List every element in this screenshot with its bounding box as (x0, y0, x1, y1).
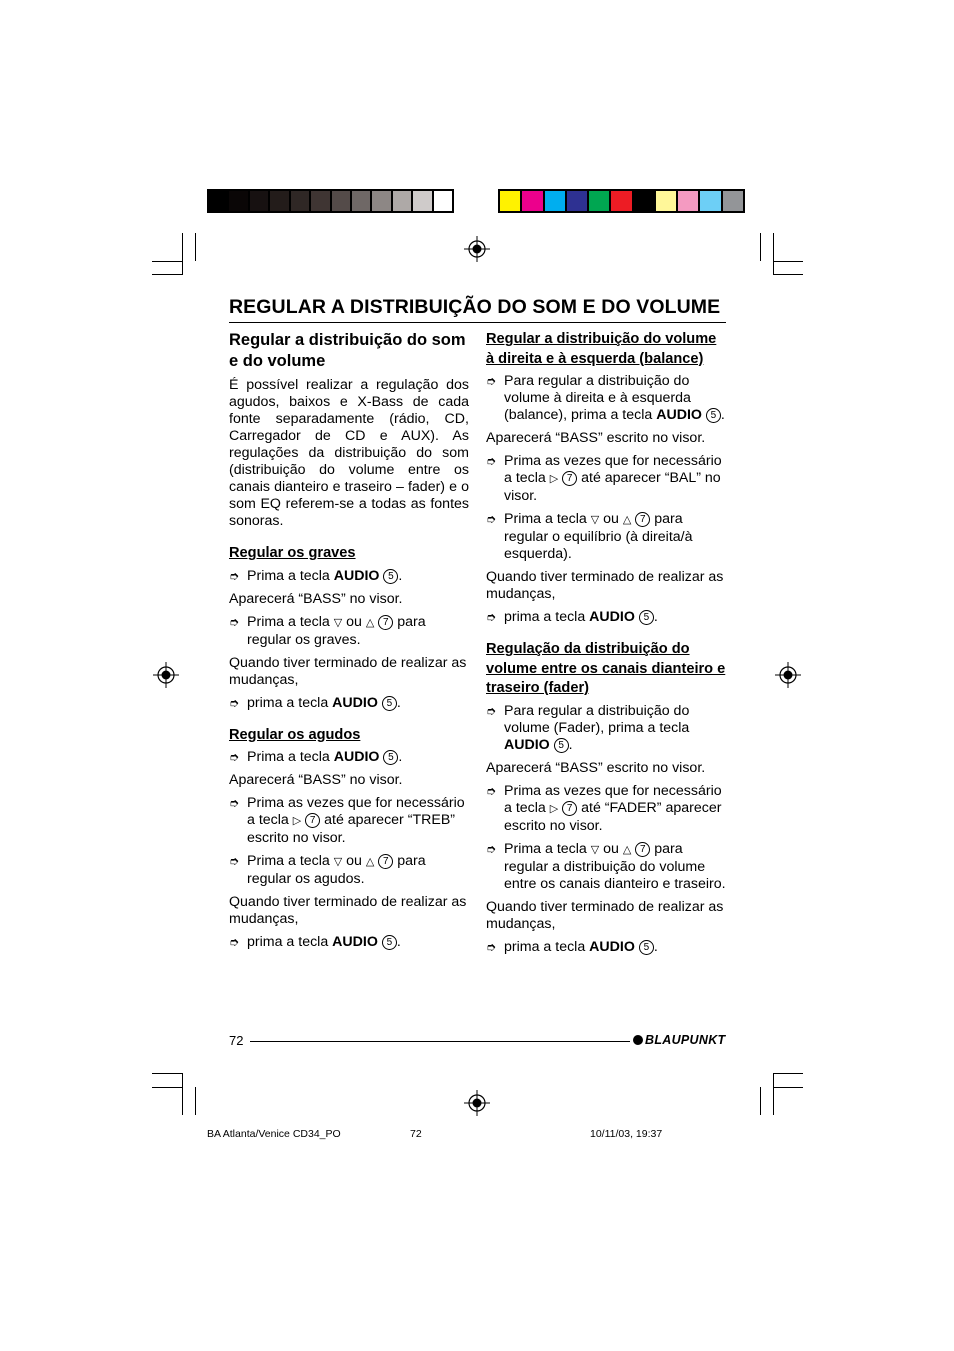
color-swatch (434, 191, 452, 211)
arrow-icon: ➮ (486, 512, 497, 526)
arrow-icon: ➮ (229, 854, 240, 868)
color-swatch (723, 191, 743, 211)
crop-mark (773, 1087, 803, 1088)
crop-mark (773, 1073, 803, 1074)
crop-mark (152, 1087, 182, 1088)
key-5-icon: 5 (383, 750, 398, 765)
arrow-icon: ➮ (229, 614, 240, 629)
color-swatch (522, 191, 544, 211)
key-5-icon: 5 (554, 738, 569, 753)
key-5-icon: 5 (382, 696, 397, 711)
crop-mark (773, 233, 774, 275)
grayscale-bar (207, 189, 454, 213)
crop-mark (195, 1087, 196, 1115)
list-item: ➮ Prima a tecla ▽ ou △ 7 para regular a distribuição do volume entre os canais dianteiro e traseiro. (486, 840, 726, 892)
arrow-icon: ➮ (486, 454, 497, 468)
color-swatch (700, 191, 722, 211)
file-page: 72 (410, 1128, 422, 1140)
list-item: ➮ Prima a tecla AUDIO 5 . (229, 567, 403, 584)
color-swatch (229, 191, 249, 211)
key-7-icon: 7 (378, 854, 393, 869)
color-swatch (372, 191, 392, 211)
color-swatch (589, 191, 611, 211)
triangle-down-icon: ▽ (333, 616, 343, 629)
color-bar (498, 189, 745, 213)
list-item: ➮ prima a tecla AUDIO 5 . (486, 938, 658, 955)
color-swatch (545, 191, 567, 211)
crop-mark (773, 1073, 774, 1115)
arrow-icon: ➮ (229, 796, 240, 810)
triangle-up-icon: △ (365, 856, 375, 868)
list-item: ➮ Para regular a distribuição do volume (Fader), prima a tecla AUDIO 5 . (486, 702, 690, 753)
color-swatch (332, 191, 352, 211)
list-item: ➮ Prima a tecla ▽ ou △ 7 para regular os graves. (229, 613, 426, 648)
arrow-icon: ➮ (486, 703, 497, 718)
triangle-right-icon: ▷ (292, 815, 302, 827)
subheading-graves: Regular os graves (229, 545, 356, 561)
registration-mark-icon (464, 236, 490, 262)
paragraph: Aparecerá “BASS” no visor. (229, 772, 403, 788)
list-item: ➮ Prima a tecla AUDIO 5 . (229, 749, 403, 765)
paragraph: Aparecerá “BASS” no visor. (229, 590, 403, 607)
list-item: ➮ Prima a tecla ▽ ou △ 7 para regular o equilíbrio (à direita/à esquerda). (486, 511, 693, 562)
key-7-icon: 7 (635, 842, 650, 857)
arrow-icon: ➮ (229, 568, 240, 583)
key-5-icon: 5 (706, 408, 721, 423)
color-swatch (393, 191, 413, 211)
triangle-down-icon: ▽ (590, 843, 600, 856)
crop-mark (152, 1073, 182, 1074)
file-name: BA Atlanta/Venice CD34_PO (207, 1128, 341, 1140)
arrow-icon: ➮ (486, 374, 497, 388)
paragraph: Quando tiver terminado de realizar as mudanças, (229, 654, 467, 688)
crop-mark (760, 233, 761, 261)
list-item: ➮ Para regular a distribuição do volume à direita e à esquerda (balance), prima a tecla AUDIO 5 . (486, 373, 725, 423)
arrow-icon: ➮ (229, 695, 240, 710)
arrow-icon: ➮ (229, 935, 240, 949)
color-swatch (250, 191, 270, 211)
triangle-down-icon: ▽ (590, 514, 600, 526)
key-7-icon: 7 (562, 801, 577, 816)
section-heading: Regular a distribuição do som e do volume (229, 331, 466, 370)
color-swatch (634, 191, 656, 211)
key-7-icon: 7 (305, 813, 320, 828)
color-swatch (413, 191, 433, 211)
color-swatch (311, 191, 331, 211)
brand-logo: BLAUPUNKT (633, 1033, 725, 1047)
color-swatch (291, 191, 311, 211)
triangle-down-icon: ▽ (333, 856, 343, 868)
paragraph: Quando tiver terminado de realizar as mudanças, (486, 569, 724, 602)
crop-mark (773, 274, 803, 275)
crop-mark (773, 261, 803, 262)
list-item: ➮ prima a tecla AUDIO 5 . (229, 934, 401, 950)
crop-mark (152, 274, 182, 275)
page-title: REGULAR A DISTRIBUIÇÃO DO SOM E DO VOLUME (229, 296, 726, 323)
arrow-icon: ➮ (486, 841, 497, 856)
color-swatch (611, 191, 633, 211)
list-item: ➮ Prima as vezes que for necessário a tecla ▷ 7 até “FADER” aparecer escrito no visor. (486, 782, 722, 834)
color-swatch (656, 191, 678, 211)
key-5-icon: 5 (382, 935, 397, 950)
crop-mark (152, 261, 182, 262)
key-5-icon: 5 (639, 610, 654, 625)
crop-mark (195, 233, 196, 261)
paragraph: Quando tiver terminado de realizar as mudanças, (229, 894, 467, 927)
subheading-balance: Regular a distribuição do volume à direita e à esquerda (balance) (486, 331, 717, 367)
paragraph: Quando tiver terminado de realizar as mudanças, (486, 898, 724, 932)
triangle-up-icon: △ (622, 843, 632, 856)
color-swatch (678, 191, 700, 211)
color-swatch (352, 191, 372, 211)
list-item: ➮ Prima as vezes que for necessário a tecla ▷ 7 até aparecer “BAL” no visor. (486, 453, 722, 504)
page-number: 72 (229, 1033, 244, 1048)
list-item: ➮ prima a tecla AUDIO 5 . (486, 609, 658, 625)
registration-mark-icon (775, 662, 801, 688)
triangle-right-icon: ▷ (549, 802, 559, 815)
crop-mark (760, 1087, 761, 1115)
paragraph: Aparecerá “BASS” escrito no visor. (486, 759, 706, 776)
column-right (486, 330, 726, 962)
color-swatch (567, 191, 589, 211)
key-5-icon: 5 (383, 569, 398, 584)
intro-paragraph: É possível realizar a regulação dos agudos, baixos e X-Bass de cada fonte separadamente (rádio, CD, Carregador de CD e AUX). As regulações da distribuição do som (distribuição do volume entre os canais dianteiro e traseiro – fader) e o som EQ referem-se a todas as fontes sonoras. (229, 377, 469, 529)
arrow-icon: ➮ (486, 939, 497, 954)
registration-mark-icon (153, 662, 179, 688)
timestamp: 10/11/03, 19:37 (590, 1128, 663, 1140)
key-7-icon: 7 (378, 615, 393, 630)
crop-mark (182, 233, 183, 275)
key-5-icon: 5 (639, 940, 654, 955)
list-item: ➮ Prima as vezes que for necessário a tecla ▷ 7 até aparecer “TREB” escrito no visor. (229, 795, 465, 846)
list-item: ➮ prima a tecla AUDIO 5 . (229, 694, 401, 711)
registration-mark-icon (464, 1090, 490, 1116)
color-swatch (270, 191, 290, 211)
arrow-icon: ➮ (486, 783, 497, 798)
triangle-up-icon: △ (365, 616, 375, 629)
logo-dot-icon (633, 1035, 643, 1045)
arrow-icon: ➮ (486, 610, 497, 624)
footer-rule (250, 1041, 630, 1042)
subheading-fader: Regulação da distribuição do volume entre os canais dianteiro e traseiro (fader) (486, 641, 726, 696)
crop-mark (182, 1073, 183, 1115)
arrow-icon: ➮ (229, 750, 240, 764)
paragraph: Aparecerá “BASS” escrito no visor. (486, 430, 706, 446)
key-7-icon: 7 (562, 471, 577, 486)
key-7-icon: 7 (635, 512, 650, 527)
column-left (229, 330, 469, 957)
triangle-up-icon: △ (622, 514, 632, 526)
list-item: ➮ Prima a tecla ▽ ou △ 7 para regular os agudos. (229, 853, 426, 887)
color-swatch (500, 191, 522, 211)
triangle-right-icon: ▷ (549, 473, 559, 485)
subheading-agudos: Regular os agudos (229, 726, 361, 743)
color-swatch (209, 191, 229, 211)
